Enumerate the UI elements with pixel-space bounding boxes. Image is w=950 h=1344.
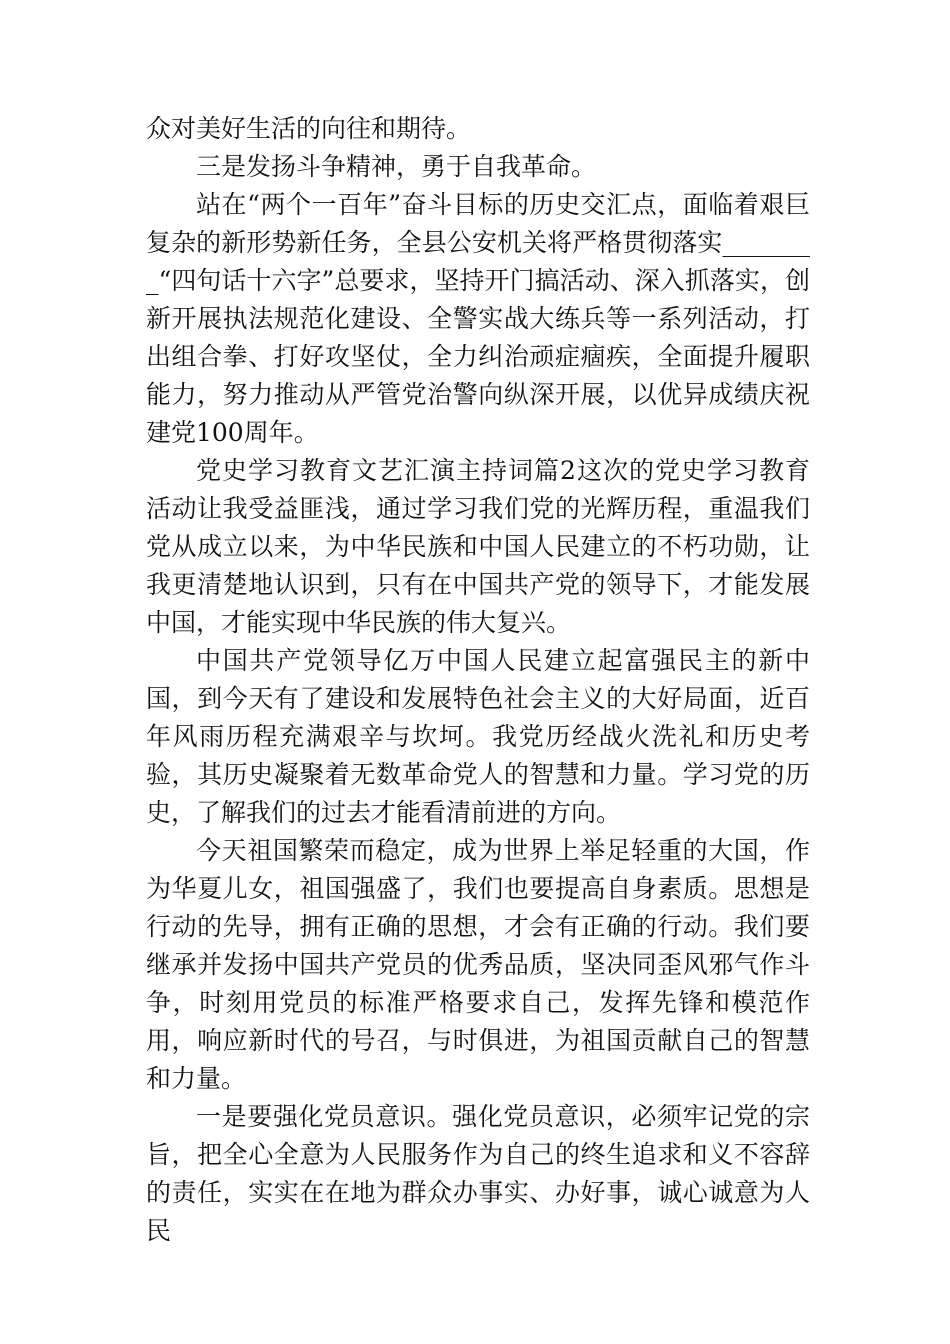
- paragraph-7: 一是要强化党员意识。强化党员意识，必须牢记党的宗旨，把全心全意为人民服务作为自己的终生追求和义不容辞的责任，实实在在地为群众办事实、办好事，诚心诚意为人民: [146, 1102, 810, 1245]
- paragraph-6: 今天祖国繁荣而稳定，成为世界上举足轻重的大国，作为华夏儿女，祖国强盛了，我们也要提高自身素质。思想是行动的先导，拥有正确的思想，才会有正确的行动。我们要继承并发扬中国共产党员的优秀品质，坚决同歪风邪气作斗争，时刻用党员的标准严格要求自己，发挥先锋和模范作用，响应新时代的号召，与时俱进，为祖国贡献自己的智慧和力量。: [146, 836, 810, 1093]
- paragraph-5: 中国共产党领导亿万中国人民建立起富强民主的新中国，到今天有了建设和发展特色社会主义的大好局面，近百年风雨历程充满艰辛与坎坷。我党历经战火洗礼和历史考验，其历史凝聚着无数革命党人的智慧和力量。学习党的历史，了解我们的过去才能看清前进的方向。: [146, 646, 810, 827]
- paragraph-2: 三是发扬斗争精神，勇于自我革命。: [196, 152, 597, 181]
- paragraph-4: 党史学习教育文艺汇演主持词篇2这次的党史学习教育活动让我受益匪浅，通过学习我们党的光辉历程，重温我们党从成立以来，为中华民族和中国人民建立的不朽功勋，让我更清楚地认识到，只有在中国共产党的领导下，才能发展中国，才能实现中华民族的伟大复兴。: [146, 456, 810, 637]
- paragraph-3: 站在“两个一百年”奋斗目标的历史交汇点，面临着艰巨复杂的新形势新任务，全县公安机关将严格贯彻落实________“四句话十六字”总要求，坚持开门搞活动、深入抓落实，创新开展执法规范化建设、全警实战大练兵等一系列活动，打出组合拳、打好攻坚仗，全力纠治顽症痼疾，全面提升履职能力，努力推动从严管党治警向纵深开展，以优异成绩庆祝建党100周年。: [146, 190, 810, 447]
- paragraph-1: 众对美好生活的向往和期待。: [146, 114, 472, 143]
- document-page: [146, 110, 810, 1250]
